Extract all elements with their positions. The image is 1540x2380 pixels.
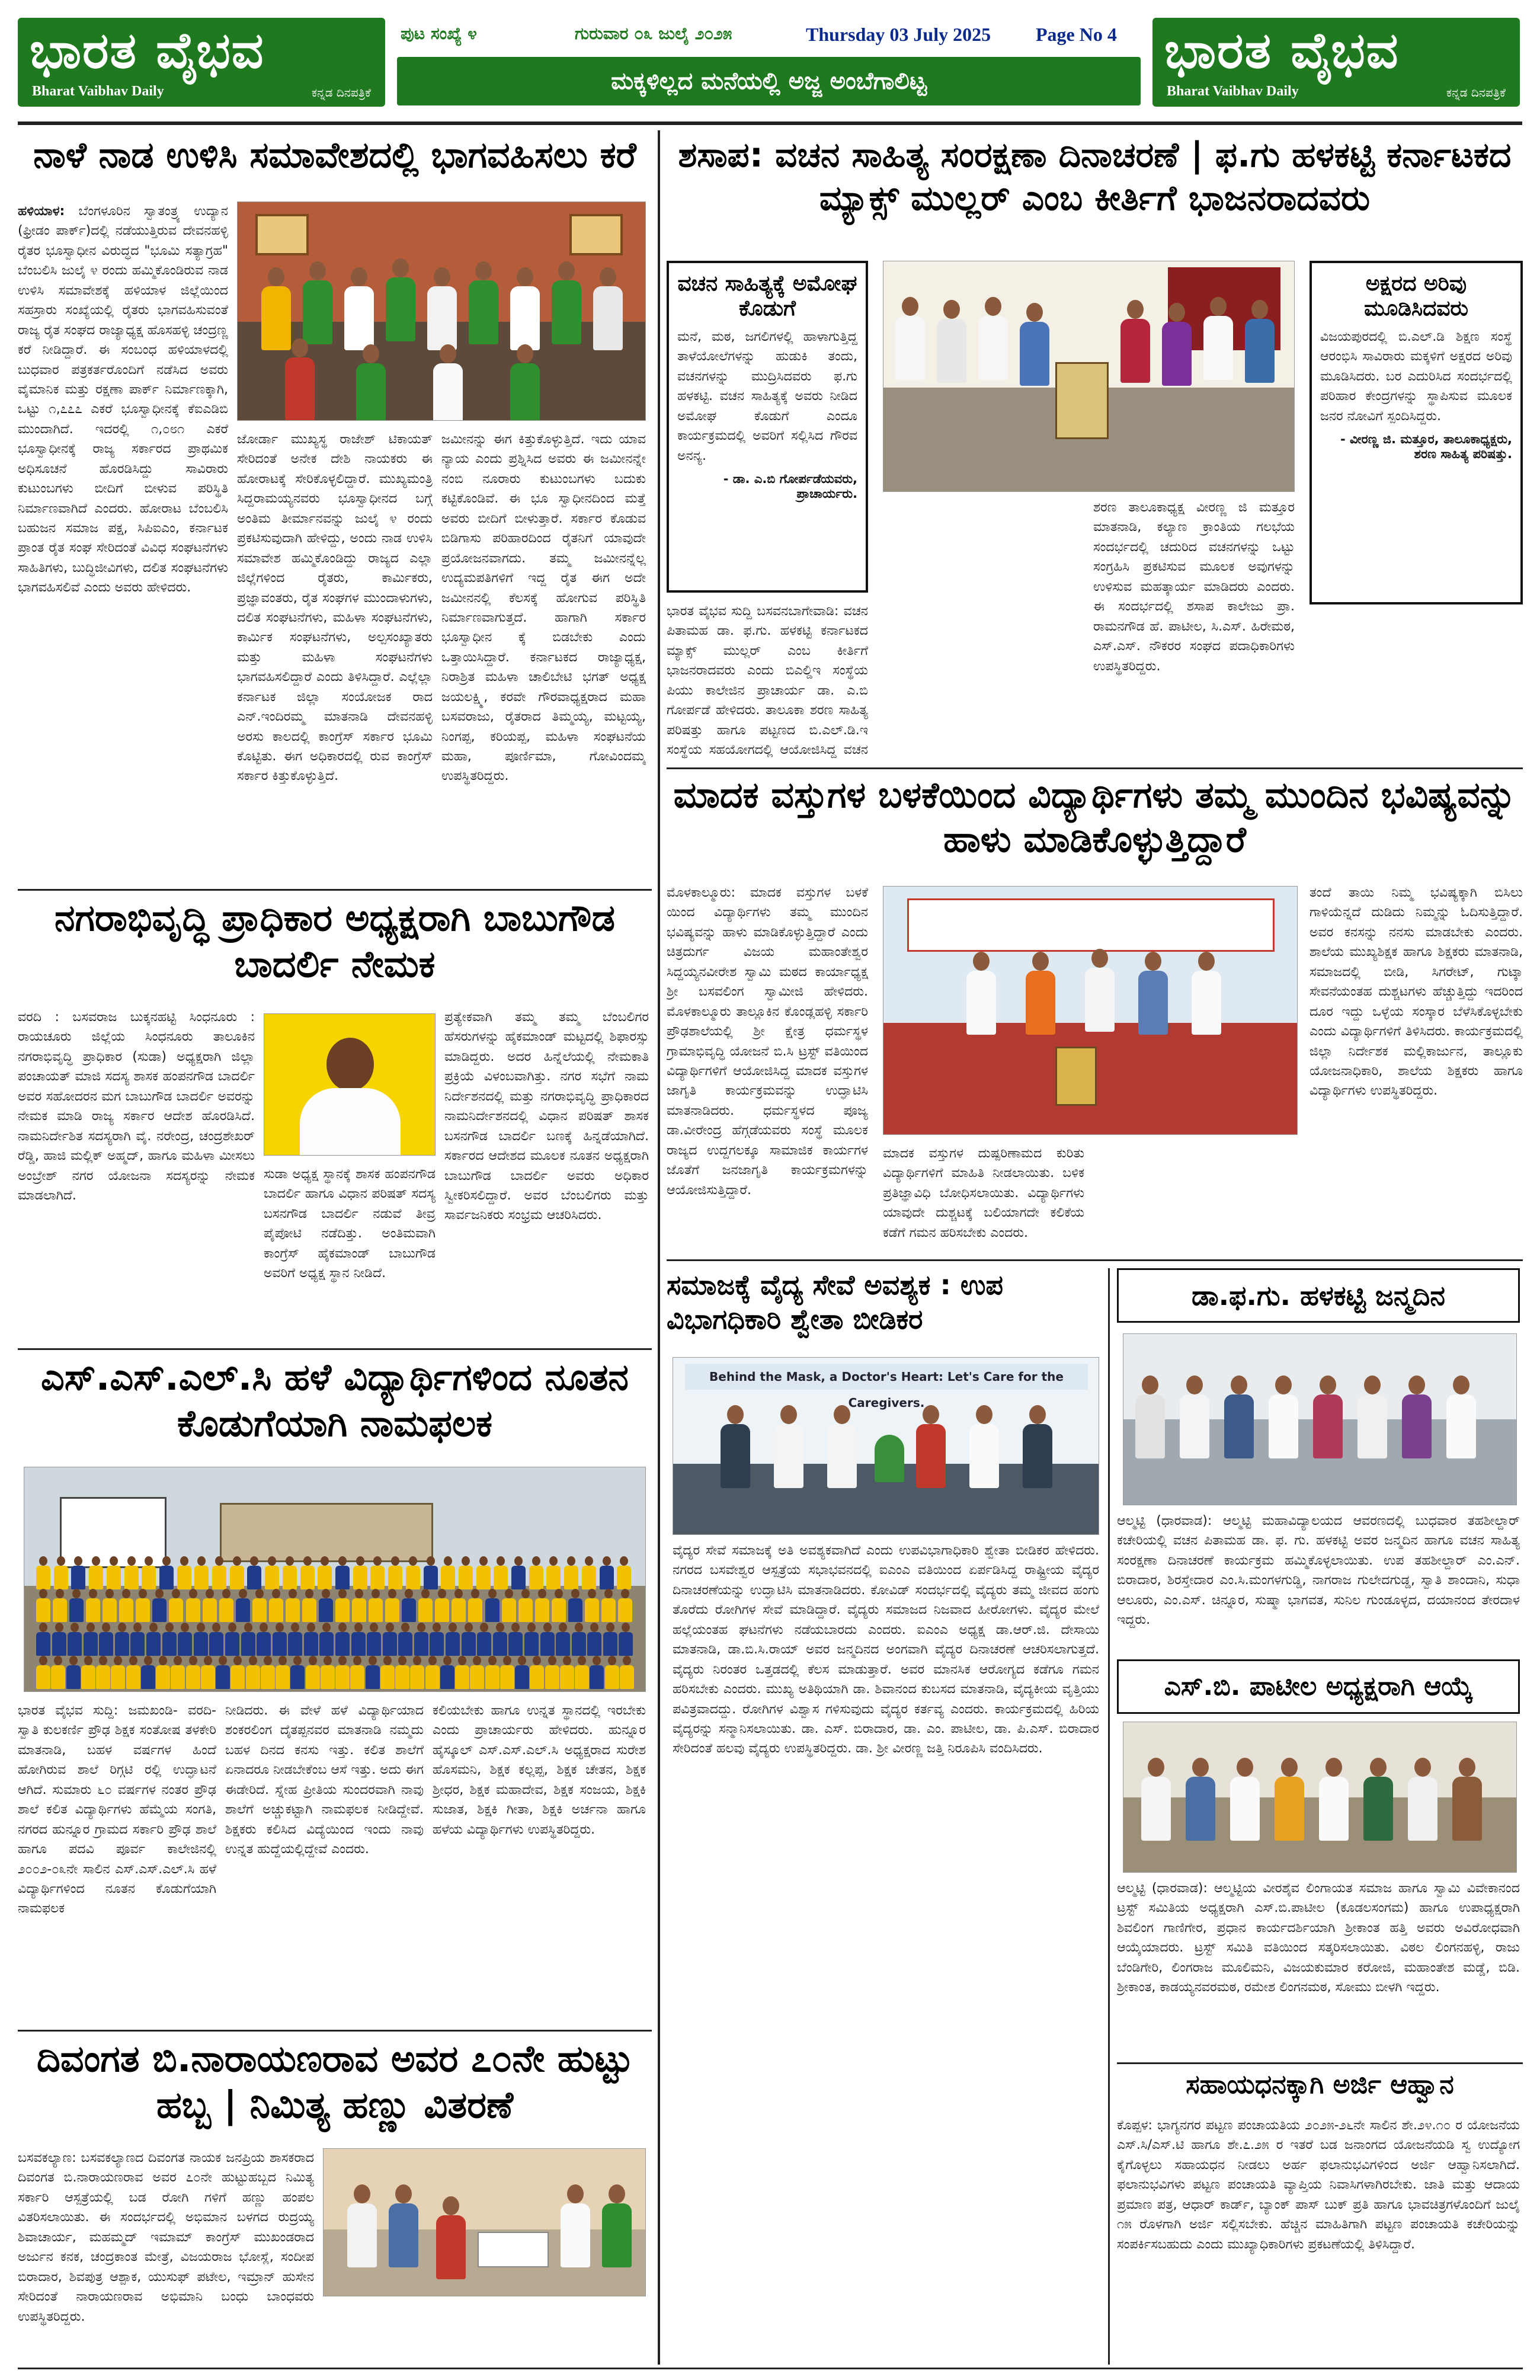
student-figure	[162, 1623, 177, 1656]
headline-narayanarao: ದಿವಂಗತ ಬಿ.ನಾರಾಯಣರಾವ ಅವರ ೭೦ನೇ ಹುಟ್ಟು ಹಬ್ಬ | ನಿಮಿತ್ಯ ಹಣ್ಣು ವಿತರಣೆ	[36, 2037, 633, 2126]
logo-tagline: ಕನ್ನಡ ದಿನಪತ್ರಿಕೆ	[311, 85, 371, 100]
student-figure	[605, 1656, 619, 1689]
article-sslc-col2: ನೀಡಿದರು. ಈ ವೇಳೆ ಹಳೆ ವಿದ್ಯಾರ್ಥಿಯಾದ ಶಂಕರಲಿಂಗ ದೈತಪ್ಪನವರ ಮಾತನಾಡಿ ನಮ್ಮದು ಬಹಳ ದಿನದ ಕನಸು ಇತ್ತು. ಕಲಿತ ಶಾಲೆಗೆ ಏನಾದರೂ ನೀಡಬೇಕೆಂಬ ಆಸೆ ಇತ್ತು. ಅದು ಈಗ ಈಡೇರಿದೆ. ಸ್ನೇಹ ಪ್ರೀತಿಯ ಸುಂದರವಾಗಿ ನಾವು ಶಾಲೆಗೆ ಅಚ್ಚುಕಟ್ಟಾಗಿ ನಾಮಫಲಕ ನೀಡಿದ್ದೇವೆ. ಶಿಕ್ಷಕರು ಕಲಿಸಿದ ವಿದ್ಯೆಯಿಂದ ಇಂದು ನಾವು ಉನ್ನತ ಹುದ್ದೆಯಲ್ಲಿದ್ದೇವೆ ಎಂದರು.	[225, 1703, 424, 1857]
student-figure	[111, 1656, 125, 1689]
student-figure	[470, 1656, 484, 1689]
student-figure	[370, 1556, 385, 1589]
student-figure	[462, 1623, 476, 1656]
headline-box-patil	[1117, 1659, 1520, 1714]
page-number-english: Page No 4	[1036, 24, 1117, 45]
page-bottom-rule	[18, 2368, 1523, 2369]
student-figure	[66, 1656, 81, 1689]
student-figure	[511, 1556, 526, 1589]
student-figure	[286, 1589, 300, 1622]
article-vachana-text1: ಭಾರತ ವೈಭವ ಸುದ್ದಿ ಬಸವನಬಾಗೇವಾಡಿ: ವಚನ ಪಿತಾಮಹ ಡಾ. ಫ.ಗು. ಹಳಕಟ್ಟಿ ಕರ್ನಾಟಕದ ಮ್ಯಾಕ್ಸ್ ಮುಲ್ಲರ್ ಎಂಬ ಕೀರ್ತಿಗೆ ಭಾಜನರಾದವರು ಎಂದು ಬಿಎಲ್ಡಿಇ ಸಂಸ್ಥೆಯ ಪಿಯು ಕಾಲೇಜಿನ ಪ್ರಾಚಾರ್ಯ ಡಾ. ಎ.ಬಿ ಗೋರ್ಪಡೆ ಹೇಳಿದರು. ತಾಲೂಕಾ ಶರಣ ಸಾಹಿತ್ಯ ಪರಿಷತ್ತು ಹಾಗೂ ಪಟ್ಟಣದ ಬಿ.ಎಲ್.ಡಿ.ಇ ಸಂಸ್ಥೆಯ ಸಹಯೋಗದಲ್ಲಿ ಆಯೋಜಿಸಿದ್ದ ವಚನ	[667, 604, 868, 758]
student-figure	[54, 1556, 68, 1589]
masthead	[0, 0, 1540, 124]
student-figure	[225, 1623, 239, 1656]
page-number-kannada: ಪುಟ ಸಂಖ್ಯೆ ೪	[401, 24, 477, 43]
student-figure	[321, 1656, 335, 1689]
student-figure	[53, 1589, 67, 1622]
student-figure	[552, 1589, 566, 1622]
student-figure	[257, 1623, 271, 1656]
article-sslc-col1: ಭಾರತ ವೈಭವ ಸುದ್ದಿ: ಜಮಖಂಡಿ- ವರದಿ- ಸ್ವಾತಿ ಕುಲಕರ್ಣಿ ಪ್ರೌಢ ಶಿಕ್ಷಕ ಸಂತೋಷ ತಳಕೇರಿ ಮಾತನಾಡಿ, ಬಹಳ ವರ್ಷಗಳ ಹಿಂದೆ ಹೋಗಿರುವ ಶಾಲೆ ರಿಗ್ಗಟಿ ರಲ್ಲಿ ಉದ್ಘಾಟನೆ ಆಗಿದೆ. ಸುಮಾರು ೬೦ ವರ್ಷಗಳ ನಂತರ ಪ್ರೌಢ ಶಾಲೆ ಕಲಿತ ವಿದ್ಯಾರ್ಥಿಗಳು ಹೆಮ್ಮೆಯ ಸಂಗತಿ, ನಗರದ ಹುನ್ನೂರ ಗ್ರಾಮದ ಸರ್ಕಾರಿ ಪ್ರೌಢ ಶಾಲೆ ಹಾಗೂ ಪದವಿ ಪೂರ್ವ ಕಾಲೇಜಿನಲ್ಲಿ ೨೦೦೨-೦೩ನೇ ಸಾಲಿನ ಎಸ್.ಎಸ್.ಎಲ್.ಸಿ ಹಳೆ ವಿದ್ಯಾರ್ಥಿಗಳಿಂದ ನೂತನ ಕೊಡುಗೆಯಾಗಿ ನಾಮಫಲಕ	[18, 1703, 216, 1917]
student-figure	[51, 1656, 65, 1689]
student-figure	[459, 1556, 473, 1589]
article-drugs-col3-cont	[1093, 1144, 1298, 1250]
student-figure	[115, 1623, 129, 1656]
student-figure	[601, 1589, 616, 1622]
section-divider	[667, 767, 1523, 769]
section-divider	[1117, 2062, 1523, 2064]
dateline	[397, 20, 1141, 50]
student-figure	[493, 1623, 507, 1656]
photo-vachana-event	[883, 261, 1295, 492]
student-figure	[335, 1656, 350, 1689]
student-figure	[418, 1589, 433, 1622]
student-figure	[369, 1589, 383, 1622]
student-figure	[540, 1623, 555, 1656]
dateline-farmers: ಹಳಿಯಾಳ:	[18, 204, 65, 219]
article-grant-text: ಕೊಪ್ಪಳ: ಭಾಗ್ಯನಗರ ಪಟ್ಟಣ ಪಂಚಾಯತಿಯ ೨೦೨೫-೨೬ನೇ ಸಾಲಿನ ಶೇ.೨೪.೧೦ ರ ಯೋಜನೆಯ ಎಸ್.ಸಿ/ಎಸ್.ಟಿ ಹಾಗೂ ಶೇ.೭.೨೫ ರ ಇತರೆ ಬಡ ಜನಾಂಗದ ಯೋಜನೆಯಡಿ ಸ್ವ ಉದ್ಯೋಗ ಕೈಗೊಳ್ಳಲು ಸಹಾಯಧನ ನೀಡಲು ಅರ್ಹ ಫಲಾನುಭವಿಗಳಿಂದ ಅರ್ಜಿ ಆಹ್ವಾನಿಸಲಾಗಿದೆ. ಫಲಾನುಭವಿಗಳು ಪಟ್ಟಣ ಪಂಚಾಯತಿ ವ್ಯಾಪ್ತಿಯ ನಿವಾಸಿಗಳಾಗಿರಬೇಕು. ಜಾತಿ ಮತ್ತು ಆದಾಯ ಪ್ರಮಾಣ ಪತ್ರ, ಆಧಾರ್ ಕಾರ್ಡ್, ಬ್ಯಾಂಕ್ ಪಾಸ್ ಬುಕ್ ಪ್ರತಿ ಹಾಗೂ ಭಾವಚಿತ್ರಗಳೊಂದಿಗೆ ಜುಲೈ ೧೫ ರೊಳಗಾಗಿ ಅರ್ಜಿ ಸಲ್ಲಿಸಬೇಕು. ಹೆಚ್ಚಿನ ಮಾಹಿತಿಗಾಗಿ ಪಟ್ಟಣ ಪಂಚಾಯತಿ ಕಚೇರಿಯನ್ನು ಸಂಪರ್ಕಿಸಬಹುದು ಎಂದು ಮುಖ್ಯಾಧಿಕಾರಿಗಳು ಪ್ರಕಟಣೆಯಲ್ಲಿ ತಿಳಿಸಿದ್ದಾರೆ.	[1117, 2118, 1520, 2252]
headline-farmers: ನಾಳೆ ನಾಡ ಉಳಿಸಿ ಸಮಾವೇಶದಲ್ಲಿ ಭಾಗವಹಿಸಲು ಕರೆ	[33, 135, 636, 176]
student-figure	[36, 1556, 50, 1589]
photo-halakatti-birthday	[1123, 1333, 1517, 1505]
quote-box-text: ವಿಜಯಪುರದಲ್ಲಿ ಬಿ.ಎಲ್.ಡಿ ಶಿಕ್ಷಣ ಸಂಸ್ಥೆ ಆರಂಭಿಸಿ ಸಾವಿರಾರು ಮಕ್ಕಳಿಗೆ ಅಕ್ಷರದ ಅರಿವು ಮೂಡಿಸಿದರು. ಬರ ಎದುರಿಸಿದ ಸಂದರ್ಭದಲ್ಲಿ ಪರಿಹಾರ ಕೇಂದ್ರಗಳನ್ನು ಸ್ಥಾಪಿಸುವ ಮೂಲಕ ಜನರ ನೋವಿಗೆ ಸ್ಪಂದಿಸಿದ್ದರು.	[1320, 330, 1512, 424]
student-figure	[620, 1656, 634, 1689]
student-figure	[126, 1656, 140, 1689]
student-figure	[212, 1556, 226, 1589]
photo-narayanarao-fruit-distribution	[323, 2148, 646, 2296]
masthead-slogan: ಮಕ್ಕಳಿಲ್ಲದ ಮನೆಯಲ್ಲಿ ಅಜ್ಜ ಅಂಬೆಗಾಲಿಟ್ಟ	[397, 57, 1141, 105]
student-figure	[440, 1656, 454, 1689]
student-figure	[130, 1623, 145, 1656]
logo-title: ಭಾರತ ವೈಭವ	[30, 21, 265, 79]
student-figure	[515, 1656, 529, 1689]
student-figure	[86, 1589, 100, 1622]
student-figure	[177, 1556, 191, 1589]
student-figure	[119, 1589, 133, 1622]
headline-vachana: ಶಸಾಪ: ವಚನ ಸಾಹಿತ್ಯ ಸಂರಕ್ಷಣಾ ದಿನಾಚರಣೆ | ಫ.ಗು ಹಳಕಟ್ಟಿ ಕರ್ನಾಟಕದ ಮ್ಯಾಕ್ಸ್ ಮುಲ್ಲರ್ ಎಂಬ ಕೀರ್ತಿಗೆ ಭಾಜನರಾದವರು	[678, 135, 1512, 218]
section-divider	[18, 2030, 652, 2032]
student-figure	[319, 1623, 334, 1656]
student-figure	[36, 1623, 50, 1656]
student-figure	[383, 1623, 397, 1656]
student-figure	[353, 1556, 367, 1589]
student-figure	[441, 1556, 455, 1589]
photo-babugouda-portrait	[264, 1013, 436, 1156]
quote-box-title: ವಚನ ಸಾಹಿತ್ಯಕ್ಕೆ ಅಮೋಘ ಕೊಡುಗೆ	[677, 271, 857, 321]
article-doctor-text: ವೈದ್ಯರ ಸೇವೆ ಸಮಾಜಕ್ಕೆ ಅತಿ ಅವಶ್ಯಕವಾಗಿದೆ ಎಂದು ಉಪವಿಭಾಗಾಧಿಕಾರಿ ಶ್ವೇತಾ ಬೀಡಿಕರ ಹೇಳಿದರು. ನಗರದ ಬಸವೇಶ್ವರ ಆಸ್ಪತ್ರೆಯ ಸಭಾಭವನದಲ್ಲಿ ಐಎಂಎ ವತಿಯಿಂದ ಏರ್ಪಡಿಸಿದ್ದ ರಾಷ್ಟ್ರೀಯ ವೈದ್ಯರ ದಿನಾಚರಣೆಯನ್ನು ಉದ್ಘಾಟಿಸಿ ಮಾತನಾಡಿದರು. ಕೋವಿಡ್ ಸಂದರ್ಭದಲ್ಲಿ ವೈದ್ಯರು ತಮ್ಮ ಜೀವದ ಹಂಗು ತೊರೆದು ರೋಗಿಗಳ ಸೇವೆ ಮಾಡಿದ್ದಾರೆ. ವೈದ್ಯರು ಸಮಾಜದ ನಿಜವಾದ ಹೀರೋಗಳು. ವೈದ್ಯರ ಮೇಲೆ ಹಲ್ಲೆಯಂತಹ ಘಟನೆಗಳು ನಡೆಯಬಾರದು ಎಂದರು. ಐಎಂಎ ಅಧ್ಯಕ್ಷ ಡಾ.ಆರ್.ಜಿ. ದೇಸಾಯಿ ಮಾತನಾಡಿ, ಡಾ.ಬಿ.ಸಿ.ರಾಯ್ ಅವರ ಜನ್ಮದಿನದ ಅಂಗವಾಗಿ ವೈದ್ಯರ ದಿನಾಚರಣೆ ಆಚರಿಸಲಾಗುತ್ತದೆ. ವೈದ್ಯರು ನಿರಂತರ ಒತ್ತಡದಲ್ಲಿ ಕೆಲಸ ಮಾಡುತ್ತಾರೆ. ಅವರ ಮಾನಸಿಕ ಆರೋಗ್ಯದ ಕಡೆಗೂ ಗಮನ ಹರಿಸಬೇಕು ಎಂದರು. ಮುಖ್ಯ ಅತಿಥಿಯಾಗಿ ಡಾ. ಶಿವಾನಂದ ಕುಬಸದ ಮಾತನಾಡಿ, ವೈದ್ಯಕೀಯ ವೃತ್ತಿಯು ಪವಿತ್ರವಾದದ್ದು. ರೋಗಿಗಳ ವಿಶ್ವಾಸ ಗಳಿಸುವುದು ವೈದ್ಯರ ಕರ್ತವ್ಯ ಎಂದರು. ಕಾರ್ಯಕ್ರಮದಲ್ಲಿ ಹಿರಿಯ ವೈದ್ಯರನ್ನು ಸನ್ಮಾನಿಸಲಾಯಿತು. ಡಾ. ಎಸ್. ಬಿರಾದಾರ, ಡಾ. ಎಂ. ಪಾಟೀಲ, ಡಾ. ಪಿ.ಎಸ್. ಬಿರಾದಾರ ಸೇರಿದಂತೆ ಹಲವು ವೈದ್ಯರು ಉಪಸ್ಥಿತರಿದ್ದರು. ಡಾ. ಶ್ರೀ ವೀರಣ್ಣ ಜತ್ತಿ ನಿರೂಪಿಸಿ ವಂದಿಸಿದರು.	[673, 1543, 1099, 1757]
student-figure	[603, 1623, 617, 1656]
photo-drugs-awareness-event	[883, 886, 1298, 1135]
student-figure	[430, 1623, 444, 1656]
student-figure	[288, 1623, 302, 1656]
headline-babugouda: ನಗರಾಭಿವೃದ್ಧಿ ಪ್ರಾಧಿಕಾರ ಅಧ್ಯಕ್ಷರಾಗಿ ಬಾಬುಗೌಡ ಬಾದರ್ಲಿ ನೇಮಕ	[55, 896, 615, 986]
student-figure	[246, 1656, 260, 1689]
photo-farmers-meeting	[237, 201, 646, 421]
photo-doctors-day	[673, 1357, 1099, 1535]
student-figure	[350, 1656, 364, 1689]
headline-grant: ಸಹಾಯಧನಕ್ಕಾಗಿ ಅರ್ಜಿ ಆಹ್ವಾನ	[1186, 2069, 1454, 2100]
student-figure	[518, 1589, 533, 1622]
student-figure	[96, 1656, 110, 1689]
student-figure	[619, 1623, 633, 1656]
student-figure	[572, 1623, 586, 1656]
student-figure	[142, 1556, 156, 1589]
student-figure	[178, 1623, 192, 1656]
logo-english: Bharat Vaibhav Daily	[1167, 84, 1299, 99]
student-figure	[618, 1589, 632, 1622]
student-figure	[107, 1556, 121, 1589]
student-figure	[351, 1623, 366, 1656]
student-figure	[587, 1623, 601, 1656]
article-babugouda-col1: ವರದಿ : ಬಸವರಾಜ ಬುಕ್ಕನಹಟ್ಟಿ ಸಿಂಧನೂರು : ರಾಯಚೂರು ಜಿಲ್ಲೆಯ ಸಿಂಧನೂರು ತಾಲೂಕಿನ ನಗರಾಭಿವೃದ್ಧಿ ಪ್ರಾಧಿಕಾರ (ಸುಡಾ) ಅಧ್ಯಕ್ಷರಾಗಿ ಜಿಲ್ಲಾ ಪಂಚಾಯತ್ ಮಾಜಿ ಸದಸ್ಯ ಶಾಸಕ ಹಂಪನಗೌಡ ಬಾದರ್ಲಿ ಅವರ ಸಹೋದರನ ಮಗ ಬಾಬುಗೌಡ ಬಾದರ್ಲಿ ಅವರನ್ನು ನೇಮಕ ಮಾಡಿ ರಾಜ್ಯ ಸರ್ಕಾರ ಆದೇಶ ಹೊರಡಿಸಿದೆ. ನಾಮನಿರ್ದೇಶಿತ ಸದಸ್ಯರಾಗಿ ವೈ. ನರೇಂದ್ರ, ಚಂದ್ರಶೇಖರ್ ರೆಡ್ಡಿ, ಹಾಜಿ ಮಲ್ಲಿಕ್ ಅಹ್ಮದ್, ಹಾಗೂ ಮಹಿಳಾ ಮೀಸಲು ಅಂಬ್ರೇಶ್ ನಗರ ಯೋಜನಾ ಸದಸ್ಯರನ್ನು ನೇಮಕ ಮಾಡಲಾಗಿದೆ.	[18, 1010, 255, 1203]
article-vachana-text2: ಶರಣ ತಾಲೂಕಾಧ್ಯಕ್ಷ ವೀರಣ್ಣ ಜಿ ಮತ್ತೂರ ಮಾತನಾಡಿ, ಕಲ್ಯಾಣ ಕ್ರಾಂತಿಯ ಗಲಭೆಯ ಸಂದರ್ಭದಲ್ಲಿ ಚದುರಿದ ವಚನಗಳನ್ನು ಒಟ್ಟು ಸಂಗ್ರಹಿಸಿ ಪ್ರಕಟಿಸುವ ಮೂಲಕ ಅವುಗಳನ್ನು ಉಳಿಸುವ ಮಹತ್ಕಾರ್ಯ ಮಾಡಿದರು ಎಂದರು. ಈ ಸಂದರ್ಭದಲ್ಲಿ ಶಸಾಪ ಕಾಲೇಜು ಪ್ರಾ. ರಾಮನಗೌಡ ಹೆ. ಪಾಟೀಲ, ಸಿ.ಎಸ್. ಹಿರೇಮಠ, ಎಸ್.ಎಸ್. ನೌಕರರ ಸಂಘದ ಪದಾಧಿಕಾರಿಗಳು ಉಪಸ್ಥಿತರಿದ್ದರು.	[1093, 500, 1295, 674]
article-patil-text: ಆಲ್ಮಟ್ಟಿ (ಧಾರವಾಡ): ಆಲ್ಮಟ್ಟಿಯ ವೀರಶೈವ ಲಿಂಗಾಯತ ಸಮಾಜ ಹಾಗೂ ಸ್ವಾಮಿ ವಿವೇಕಾನಂದ ಟ್ರಸ್ಟ್ ಸಮಿತಿಯ ಅಧ್ಯಕ್ಷರಾಗಿ ಎಸ್.ಬಿ.ಪಾಟೀಲ (ಕೂಡಲಸಂಗಮ) ಹಾಗೂ ಉಪಾಧ್ಯಕ್ಷರಾಗಿ ಶಿವಲಿಂಗ ಗಾಣಿಗೇರ, ಪ್ರಧಾನ ಕಾರ್ಯದರ್ಶಿಯಾಗಿ ಶ್ರೀಕಾಂತ ಹತ್ತಿ ಅವರು ಅವಿರೋಧವಾಗಿ ಆಯ್ಕೆಯಾದರು. ಟ್ರಸ್ಟ್ ಸಮಿತಿ ವತಿಯಿಂದ ಸತ್ಕರಿಸಲಾಯಿತು. ವಿಠಲ ಲಿಂಗನಹಳ್ಳಿ, ರಾಜು ಬೆಂಡಿಗೇರಿ, ಲಿಂಗರಾಜ ಮೂಲಿಮನಿ, ವಿಜಯಕುಮಾರ ಕರೋಜಿ, ಮಹಾಂತೇಶ ಮಡ್ಡೆ, ಬಿಡಿ. ಶ್ರೀಕಾಂತ, ಕಾಡಯ್ಯನವರಮಠ, ರಮೇಶ ಲಿಂಗನಮಠ, ಸೋಮು ಬೀಳಗಿ ಇದ್ದರು.	[1117, 1881, 1520, 1995]
student-figure	[468, 1589, 482, 1622]
headline-sslc: ಎಸ್.ಎಸ್.ಎಲ್.ಸಿ ಹಳೆ ವಿದ್ಯಾರ್ಥಿಗಳಿಂದ ನೂತನ ಕೊಡುಗೆಯಾಗಿ ನಾಮಫಲಕ	[40, 1355, 629, 1445]
student-figure	[410, 1656, 424, 1689]
article-vachana-text2-cont	[1310, 610, 1523, 759]
student-figure	[169, 1589, 183, 1622]
article-farmers-col1	[18, 201, 228, 880]
student-figure	[283, 1556, 297, 1589]
logo-tagline: ಕನ್ನಡ ದಿನಪತ್ರಿಕೆ	[1446, 85, 1506, 100]
student-figure	[335, 1589, 350, 1622]
headline-patil: ಎಸ್.ಬಿ. ಪಾಟೀಲ ಅಧ್ಯಕ್ಷರಾಗಿ ಆಯ್ಕೆ	[1164, 1671, 1473, 1701]
article-narayanarao-text: ಬಸವಕಲ್ಯಾಣ: ಬಸವಕಲ್ಯಾಣದ ದಿವಂಗತ ನಾಯಕ ಜನಪ್ರಿಯ ಶಾಸಕರಾದ ದಿವಂಗತ ಬಿ.ನಾರಾಯಣರಾವ ಅವರ ೭೦ನೇ ಹುಟ್ಟುಹಬ್ಬದ ನಿಮಿತ್ಯ ಸರ್ಕಾರಿ ಆಸ್ಪತ್ರೆಯಲ್ಲಿ ಬಡ ರೋಗಿ ಗಳಿಗೆ ಹಣ್ಣು ಹಂಪಲ ವಿತರಿಸಲಾಯಿತು. ಈ ಸಂದರ್ಭದಲ್ಲಿ ಅಭಿಮಾನ ಬಳಗದ ರುದ್ರಯ್ಯ ಶಿವಾಚಾರ್ಯ, ಮಹಮ್ಮದ್ ಇಮಾಮ್ ಕಾಂಗ್ರೆಸ್ ಮುಖಂಡರಾದ ಅರ್ಜುನ ಕನಕ, ಚಂದ್ರಕಾಂತ ಮೇತ್ರೆ, ವಿಜಯರಾಜ ಭೋಸ್ಲೆ, ಸಂದೀಪ ಬಿರಾದಾರ, ಶಿವಪುತ್ರ ಆಶ್ಪಾಕ, ಯುಸುಫ್ ಪಟೇಲ, ಇಮ್ರಾನ್ ಹುಸೇನ ಸೇರಿದಂತೆ ನಾರಾಯಣರಾವ ಅಭಿಮಾನಿ ಬಂಧು ಬಾಂಧವರು ಉಪಸ್ಥಿತರಿದ್ದರು.	[18, 2151, 314, 2324]
student-figure	[402, 1589, 416, 1622]
date-english: Thursday 03 July 2025	[806, 24, 991, 45]
student-figure	[335, 1556, 350, 1589]
student-figure	[241, 1623, 255, 1656]
student-figure	[146, 1623, 161, 1656]
student-figure	[69, 1589, 84, 1622]
student-figure	[530, 1656, 544, 1689]
student-figure	[425, 1656, 440, 1689]
student-figure	[508, 1623, 523, 1656]
student-figure	[529, 1556, 543, 1589]
event-banner: Behind the Mask, a Doctor's Heart: Let's Care for the Caregivers.	[685, 1364, 1088, 1390]
student-figure	[99, 1623, 113, 1656]
column-divider	[1108, 1268, 1110, 2365]
student-figure	[194, 1556, 209, 1589]
headline-box-halakatti	[1117, 1268, 1520, 1323]
headline-doctor: ಸಮಾಜಕ್ಕೆ ವೈದ್ಯ ಸೇವೆ ಅವಶ್ಯಕ : ಉಪ ವಿಭಾಗಧಿಕಾರಿ ಶ್ವೇತಾ ಬೀಡಿಕರ	[667, 1269, 1003, 1335]
student-figure	[446, 1623, 460, 1656]
student-figure	[385, 1589, 399, 1622]
article-babugouda-col2: ಸುಡಾ ಅಧ್ಯಕ್ಷ ಸ್ಥಾನಕ್ಕೆ ಶಾಸಕ ಹಂಪನಗೌಡ ಬಾದರ್ಲಿ ಹಾಗೂ ವಿಧಾನ ಪರಿಷತ್ ಸದಸ್ಯ ಬಸನಗೌಡ ಬಾದರ್ಲಿ ನಡುವೆ ತೀವ್ರ ಪೈಪೋಟಿ ನಡೆದಿತ್ತು. ಅಂತಿಮವಾಗಿ ಕಾಂಗ್ರೆಸ್ ಹೈಕಮಾಂಡ್ ಬಾಬುಗೌಡ ಅವರಿಗೆ ಅಧ್ಯಕ್ಷ ಸ್ಥಾನ ನೀಡಿದೆ.	[264, 1167, 436, 1281]
student-figure	[380, 1656, 395, 1689]
student-figure	[318, 1556, 332, 1589]
student-figure	[388, 1556, 402, 1589]
student-figure	[494, 1556, 508, 1589]
student-figure	[560, 1656, 574, 1689]
student-figure	[247, 1556, 261, 1589]
quote-box-title: ಅಕ್ಷರದ ಅರಿವು ಮೂಡಿಸಿದವರು	[1364, 271, 1468, 321]
student-figure	[452, 1589, 466, 1622]
student-figure	[159, 1556, 174, 1589]
student-figure	[103, 1589, 117, 1622]
student-figure	[590, 1656, 604, 1689]
student-figure	[617, 1556, 631, 1589]
student-figure	[71, 1556, 85, 1589]
student-figure	[276, 1656, 290, 1689]
article-drugs-col3: ಮಾದಕ ವಸ್ತುಗಳ ದುಷ್ಪರಿಣಾಮದ ಕುರಿತು ವಿದ್ಯಾರ್ಥಿಗಳಿಗೆ ಮಾಹಿತಿ ನೀಡಲಾಯಿತು. ಬಳಿಕ ಪ್ರತಿಜ್ಞಾವಿಧಿ ಬೋಧಿಸಲಾಯಿತು. ವಿದ್ಯಾರ್ಥಿಗಳು ಯಾವುದೇ ದುಶ್ಚಟಕ್ಕೆ ಬಲಿಯಾಗದೇ ಕಲಿಕೆಯ ಕಡೆಗೆ ಗಮನ ಹರಿಸಬೇಕು ಎಂದರು.	[883, 1146, 1084, 1240]
student-figure	[304, 1623, 318, 1656]
student-figure	[585, 1589, 599, 1622]
student-figure	[435, 1589, 449, 1622]
student-figure	[52, 1623, 66, 1656]
student-figure	[209, 1623, 223, 1656]
section-divider	[18, 889, 652, 891]
student-figure	[186, 1656, 200, 1689]
student-figure	[352, 1589, 366, 1622]
student-figure	[335, 1623, 350, 1656]
student-figure	[230, 1656, 245, 1689]
student-figure	[524, 1623, 539, 1656]
student-figure	[89, 1556, 103, 1589]
student-figure	[556, 1623, 570, 1656]
student-figure	[186, 1589, 200, 1622]
student-figure	[545, 1656, 559, 1689]
student-figure	[216, 1656, 230, 1689]
student-figure	[319, 1589, 333, 1622]
student-figure	[500, 1656, 514, 1689]
student-figure	[367, 1623, 381, 1656]
article-babugouda-col3: ಪ್ರತ್ಯೇಕವಾಗಿ ತಮ್ಮ ತಮ್ಮ ಬೆಂಬಲಿಗರ ಹೆಸರುಗಳನ್ನು ಹೈಕಮಾಂಡ್ ಮಟ್ಟದಲ್ಲಿ ಶಿಫಾರಸ್ಸು ಮಾಡಿದ್ದರು. ಅದರ ಹಿನ್ನೆಲೆಯಲ್ಲಿ ನೇಮಕಾತಿ ಪ್ರಕ್ರಿಯೆ ವಿಳಂಬವಾಗಿತ್ತು. ನಗರ ಸಭೆಗೆ ನಾಮ ನಿರ್ದೇಶನದಲ್ಲಿ ಮತ್ತು ನಗರಾಭಿವೃದ್ಧಿ ಪ್ರಾಧಿಕಾರದ ನಾಮನಿರ್ದೇಶನದಲ್ಲಿ ವಿಧಾನ ಪರಿಷತ್ ಶಾಸಕ ಬಸನಗೌಡ ಬಾದರ್ಲಿ ಬಣಕ್ಕೆ ಹಿನ್ನಡೆಯಾಗಿದೆ. ಸರ್ಕಾರದ ಆದೇಶದ ಮೂಲಕ ನೂತನ ಅಧ್ಯಕ್ಷರಾಗಿ ಬಾಬುಗೌಡ ಬಾದರ್ಲಿ ಅವರು ಅಧಿಕಾರ ಸ್ವೀಕರಿಸಲಿದ್ದಾರೆ. ಅವರ ಬೆಂಬಲಿಗರು ಮತ್ತು ಸಾರ್ವಜನಿಕರು ಸಂಭ್ರಮ ಆಚರಿಸಿದರು.	[444, 1010, 649, 1223]
student-figure	[600, 1556, 614, 1589]
student-figure	[406, 1556, 420, 1589]
quote-box-author: - ವೀರಣ್ಣ ಜಿ. ಮತ್ತೂರ, ತಾಲೂಕಾಧ್ಯಕ್ಷರು, ಶರಣ ಸಾಹಿತ್ಯ ಪರಿಷತ್ತು.	[1340, 432, 1512, 462]
student-figure	[424, 1556, 438, 1589]
masthead-divider	[18, 121, 1522, 125]
article-drugs-col1: ಮೊಳಕಾಲ್ಮೂರು: ಮಾದಕ ವಸ್ತುಗಳ ಬಳಕೆ ಯಿಂದ ವಿದ್ಯಾರ್ಥಿಗಳು ತಮ್ಮ ಮುಂದಿನ ಭವಿಷ್ಯವನ್ನು ಹಾಳು ಮಾಡಿಕೊಳ್ಳುತ್ತಿದ್ದಾರೆ ಎಂದು ಚಿತ್ರದುರ್ಗ ವಿಜಯ ಮಹಾಂತೇಶ್ವರ ಸಿದ್ದಯ್ಯನವೀರೇಶ ಸ್ವಾಮಿ ಮಠದ ಕಾರ್ಯಾಧ್ಯಕ್ಷ ಶ್ರೀ ಬಸವಲಿಂಗ ಸ್ವಾಮೀಜಿ ಹೇಳಿದರು. ಮೊಳಕಾಲ್ಮೂರು ತಾಲ್ಲೂಕಿನ ಕೊಂಡ್ಲಹಳ್ಳಿ ಸರ್ಕಾರಿ ಪ್ರೌಢಶಾಲೆಯಲ್ಲಿ ಶ್ರೀ ಕ್ಷೇತ್ರ ಧರ್ಮಸ್ಥಳ ಗ್ರಾಮಾಭಿವೃದ್ಧಿ ಯೋಜನೆ ಬಿ.ಸಿ ಟ್ರಸ್ಟ್ ವತಿಯಿಂದ ವಿದ್ಯಾರ್ಥಿಗಳಿಗೆ ಆಯೋಜಿಸಿದ್ದ ಮಾದಕ ವಸ್ತುಗಳ ಜಾಗೃತಿ ಕಾರ್ಯಕ್ರಮವನ್ನು ಉದ್ಘಾಟಿಸಿ ಮಾತನಾಡಿದರು. ಧರ್ಮಸ್ಥಳದ ಪೂಜ್ಯ ಡಾ.ವೀರೇಂದ್ರ ಹೆಗ್ಗಡೆಯವರು ಸಂಸ್ಥೆ ಮೂಲಕ ರಾಜ್ಯದ ಉದ್ದಗಲಕ್ಕೂ ಸಾಮಾಜಿಕ ಕಾರ್ಯಗಳ ಜೊತೆಗೆ ಜನಜಾಗೃತಿ ಕಾರ್ಯಕ್ರಮಗಳನ್ನು ಆಯೋಜಿಸುತ್ತಿದ್ದಾರೆ.	[667, 885, 868, 1198]
student-figure	[171, 1656, 185, 1689]
quote-box-author: - ಡಾ. ಎ.ಬಿ ಗೋರ್ಪಡೆಯವರು, ಪ್ರಾಚಾರ್ಯರು.	[723, 472, 857, 501]
student-figure	[36, 1589, 50, 1622]
logo-title: ಭಾರತ ವೈಭವ	[1164, 21, 1400, 79]
article-farmers-col2: ಜೋರ್ಡಾ ಮುಖ್ಯಸ್ಥ ರಾಜೇಶ್ ಟಿಕಾಯತ್ ಸೇರಿದಂತೆ ಅನೇಕ ದೇಶಿ ನಾಯಕರು ಈ ಹೋರಾಟಕ್ಕೆ ಸೇರಿಕೊಳ್ಳಲಿದ್ದಾರೆ. ಮುಖ್ಯಮಂತ್ರಿ ಸಿದ್ದರಾಮಯ್ಯನವರು ಭೂಸ್ವಾಧೀನದ ಬಗ್ಗೆ ಅಂತಿಮ ತೀರ್ಮಾನವನ್ನು ಜುಲೈ ೪ ರಂದು ಪ್ರಕಟಿಸುವುದಾಗಿ ಹೇಳಿದ್ದು, ಅಂದು ನಾಡ ಉಳಿಸಿ ಸಮಾವೇಶ ಹಮ್ಮಿಕೊಂಡಿದ್ದು ರಾಜ್ಯದ ಎಲ್ಲಾ ಜಿಲ್ಲೆಗಳಿಂದ ರೈತರು, ಕಾರ್ಮಿಕರು, ಪ್ರಜ್ಞಾವಂತರು, ರೈತ ಸಂಘಗಳ ಮುಂದಾಳುಗಳು, ದಲಿತ ಸಂಘಟನೆಗಳು, ಮಹಿಳಾ ಸಂಘಟನೆಗಳು, ಕಾರ್ಮಿಕ ಸಂಘಟನೆಗಳು, ಅಲ್ಪಸಂಖ್ಯಾತರು ಮತ್ತು ಮಹಿಳಾ ಸಂಘಟನೆಗಳು ಭಾಗವಹಿಸಲಿದ್ದಾರೆ ಎಂದು ತಿಳಿಸಿದ್ದಾರೆ. ಎಲ್ಲೆಲ್ಲಾ ಕರ್ನಾಟಕ ಜಿಲ್ಲಾ ಸಂಯೋಜಕ ರಾದ ಎನ್.ಇಂದಿರಮ್ಮ ಮಾತನಾಡಿ ದೇವನಹಳ್ಳಿ ಅರಸು ಕಾಲದಲ್ಲಿ ಕಾಂಗ್ರೆಸ್ ಸರ್ಕಾರ ಭೂಮಿ ಕೊಟ್ಟಿತು. ಈಗ ಅಧಿಕಾರದಲ್ಲಿ ರುವ ಕಾಂಗ್ರೆಸ್ ಸರ್ಕಾರ ಕಿತ್ತುಕೊಳ್ಳುತ್ತಿದೆ.	[237, 432, 433, 784]
student-figure	[230, 1556, 244, 1589]
student-figure	[203, 1589, 217, 1622]
student-figure	[485, 1589, 500, 1622]
newspaper-logo-right	[1152, 18, 1520, 107]
student-figure	[477, 1623, 491, 1656]
article-vachana-text1-cont	[883, 498, 1084, 759]
student-figure	[306, 1656, 320, 1689]
article-narayanarao-text-cont	[323, 2302, 646, 2368]
headline-halakatti: ಡಾ.ಫ.ಗು. ಹಳಕಟ್ಟಿ ಜನ್ಮದಿನ	[1192, 1279, 1445, 1311]
student-figure	[252, 1589, 267, 1622]
student-figure	[156, 1656, 170, 1689]
student-figure	[568, 1589, 582, 1622]
student-figure	[269, 1589, 283, 1622]
student-figure	[302, 1589, 316, 1622]
student-figure	[194, 1623, 208, 1656]
student-figure	[136, 1589, 150, 1622]
student-figure	[236, 1589, 250, 1622]
student-figure	[455, 1656, 469, 1689]
student-figure	[152, 1589, 167, 1622]
student-figure	[265, 1556, 279, 1589]
student-figure	[124, 1556, 139, 1589]
logo-english: Bharat Vaibhav Daily	[32, 84, 164, 99]
quote-box-vachana-contribution	[667, 261, 868, 593]
student-figure	[582, 1556, 596, 1589]
article-halakatti-text: ಆಲ್ಮಟ್ಟಿ (ಧಾರವಾಡ): ಆಲ್ಮಟ್ಟಿ ಮಹಾವಿದ್ಯಾಲಯದ ಆವರಣದಲ್ಲಿ ಬುಧವಾರ ತಹಶೀಲ್ದಾರ್ ಕಚೇರಿಯಲ್ಲಿ ವಚನ ಪಿತಾಮಹ ಡಾ. ಫ. ಗು. ಹಳಕಟ್ಟಿ ಅವರ ಜನ್ಮದಿನ ಹಾಗೂ ವಚನ ಸಾಹಿತ್ಯ ಸಂರಕ್ಷಣಾ ದಿನಾಚರಣೆ ಕಾರ್ಯಕ್ರಮ ಹಮ್ಮಿಕೊಳ್ಳಲಾಯಿತು. ಉಪ ತಹಶೀಲ್ದಾರ್ ಎಂ.ಎನ್. ಬಿರಾದಾರ, ಶಿರಸ್ತೇದಾರ ಎಂ.ಸಿ.ಮಂಗಳಗುಡ್ಡಿ, ನಾಗರಾಜ ಗುಲೇದಗುಡ್ಡ, ಸ್ವಾತಿ ಶಾಂದಾನಿ, ಸುಧಾ ಆಲೂರು, ಎಂ.ಎಸ್. ಚಿನ್ನೂರ, ಸುಷ್ಮಾ ಭಾಗವತ, ಸುನಿಲ ಗುಂಡೂಳ್ಳದ, ದಯಾನಂದ ತೇರದಾಳ ಇದ್ದರು.	[1117, 1514, 1520, 1628]
student-figure	[485, 1656, 500, 1689]
student-figure	[81, 1656, 95, 1689]
student-figure	[84, 1623, 98, 1656]
quote-box-text: ಮನೆ, ಮಠ, ಜಗಲಿಗಳಲ್ಲಿ ಹಾಳಾಗುತ್ತಿದ್ದ ತಾಳೆಯೋಲೆಗಳನ್ನು ಹುಡುಕಿ ತಂದು, ವಚನಗಳನ್ನು ಮುದ್ರಿಸಿದವರು ಫ.ಗು ಹಳಕಟ್ಟಿ. ವಚನ ಸಾಹಿತ್ಯಕ್ಕೆ ಅವರು ನೀಡಿದ ಅಮೋಘ ಕೊಡುಗೆ ಎಂದೂ ಕಾರ್ಯಕ್ರಮದಲ್ಲಿ ಅವರಿಗೆ ಸಲ್ಲಿಸಿದ ಗೌರವ ಅನನ್ಯ.	[677, 330, 857, 463]
article-farmers-col3: ಜಮೀನನ್ನು ಈಗ ಕಿತ್ತುಕೊಳ್ಳುತ್ತಿದೆ. ಇದು ಯಾವ ನ್ಯಾಯ ಎಂದು ಪ್ರಶ್ನಿಸಿದ ಅವರು ಈ ಜಮೀನನ್ನೇ ನಂಬಿ ನೂರಾರು ಕುಟುಂಬಗಳು ಬದುಕು ಕಟ್ಟಿಕೊಂಡಿವೆ. ಈ ಭೂ ಸ್ವಾಧೀನದಿಂದ ಮತ್ತೆ ಅವರು ಬೀದಿಗೆ ಬೀಳುತ್ತಾರೆ. ಸರ್ಕಾರ ಕೊಡುವ ಬಿಡಿಗಾಸು ಪರಿಹಾರದಿಂದ ರೈತನಿಗೆ ಯಾವುದೇ ಪ್ರಯೋಜನವಾಗದು. ತಮ್ಮ ಜಮೀನನ್ನೆಲ್ಲ ಉದ್ಯಮಪತಿಗಳಿಗೆ ಇದ್ದ ರೈತ ಈಗ ಅದೇ ಜಮೀನನಲ್ಲಿ ಕೆಲಸಕ್ಕೆ ಹೋಗುವ ಪರಿಸ್ಥಿತಿ ನಿರ್ಮಾಣವಾಗುತ್ತದೆ. ಹಾಗಾಗಿ ಸರ್ಕಾರ ಭೂಸ್ವಾಧೀನ ಕ್ಕೆ ಬಿಡಬೇಕು ಎಂದು ಒತ್ತಾಯಿಸಿದ್ದಾರೆ. ಕರ್ನಾಟಕದ ರಾಜ್ಯಾಧ್ಯಕ್ಷ, ನಿರಾಶ್ರಿತ ಮಹಿಳಾ ಚಾಲಿಬೇಟಿ ಭಗತ್ ಅಧ್ಯಕ್ಷ ಜಯಲಕ್ಷ್ಮಿ, ಕರವೇ ಗೌರವಾಧ್ಯಕ್ಷರಾದ ಮಹಾ ಬಸವರಾಜು, ರೈತರಾದ ತಿಮ್ಮಯ್ಯ, ಮಟ್ಟಯ್ಯ, ನಿಂಗಪ್ಪ, ಕರಿಯಪ್ಪ, ಮಹಿಳಾ ಸಂಘಟನೆಯ ಮಹಾ, ಪೂರ್ಣಿಮಾ, ಗೋವಿಂದಮ್ಮ ಉಪಸ್ಥಿತರಿದ್ದರು.	[441, 432, 646, 784]
student-figure	[546, 1556, 561, 1589]
student-figure	[575, 1656, 589, 1689]
student-figure	[502, 1589, 516, 1622]
student-figure	[300, 1556, 315, 1589]
student-figure	[564, 1556, 578, 1589]
headline-drugs: ಮಾದಕ ವಸ್ತುಗಳ ಬಳಕೆಯಿಂದ ವಿದ್ಯಾರ್ಥಿಗಳು ತಮ್ಮ ಮುಂದಿನ ಭವಿಷ್ಯವನ್ನು ಹಾಳು ಮಾಡಿಕೊಳ್ಳುತ್ತಿದ್ದಾರೆ	[673, 775, 1516, 860]
column-divider	[658, 130, 660, 2365]
article-drugs-col2: ತಂದೆ ತಾಯಿ ನಿಮ್ಮ ಭವಿಷ್ಯಕ್ಕಾಗಿ ಬಿಸಿಲು ಗಾಳಿಯೆನ್ನದೆ ದುಡಿದು ನಿಮ್ಮನ್ನು ಓದಿಸುತ್ತಿದ್ದಾರೆ. ಅವರ ಕನಸನ್ನು ನನಸು ಮಾಡಬೇಕು ಎಂದರು. ಶಾಲೆಯ ಮುಖ್ಯಶಿಕ್ಷಕ ಹಾಗೂ ಶಿಕ್ಷಕರು ಮಾತನಾಡಿ, ಸಮಾಜದಲ್ಲಿ ಬೀಡಿ, ಸಿಗರೇಟ್, ಗುಟ್ಕಾ ಸೇವನೆಯಂತಹ ದುಶ್ಚಟಗಳು ಹೆಚ್ಚುತ್ತಿದ್ದು ಇದರಿಂದ ದೂರ ಇದ್ದು ಒಳ್ಳೆಯ ಸಂಸ್ಕಾರ ಬೆಳೆಸಿಕೊಳ್ಳಬೇಕು ಎಂದು ವಿದ್ಯಾರ್ಥಿಗಳಿಗೆ ತಿಳಿಸಿದರು. ಕಾರ್ಯಕ್ರಮದಲ್ಲಿ ಜಿಲ್ಲಾ ನಿರ್ದೇಶಕ ಮಲ್ಲಿಕಾರ್ಜುನ, ತಾಲ್ಲೂಕು ಯೋಜನಾಧಿಕಾರಿ, ಶಾಲೆಯ ಶಿಕ್ಷಕರು ಹಾಗೂ ವಿದ್ಯಾರ್ಥಿಗಳು ಉಪಸ್ಥಿತರಿದ್ದರು.	[1310, 885, 1523, 1099]
student-figure	[476, 1556, 491, 1589]
student-figure	[141, 1656, 155, 1689]
student-figure	[36, 1656, 50, 1689]
student-figure	[366, 1656, 380, 1689]
student-figure	[219, 1589, 233, 1622]
student-figure	[68, 1623, 82, 1656]
text-farmers-col1: ಬೆಂಗಳೂರಿನ ಸ್ವಾತಂತ್ರ್ಯ ಉದ್ಯಾನ (ಫ್ರೀಡಂ ಪಾರ್ಕ್)ದಲ್ಲಿ ನಡೆಯುತ್ತಿರುವ ದೇವನಹಳ್ಳಿ ರೈತರ ಭೂಸ್ವಾಧೀನ ವಿರುದ್ಧದ "ಭೂಮಿ ಸತ್ಯಾಗ್ರಹ" ಬೆಂಬಲಿಸಿ ಜುಲೈ ೪ ರಂದು ಹಮ್ಮಿಕೊಂಡಿರುವ ನಾಡ ಉಳಿಸಿ ಸಮಾವೇಶಕ್ಕೆ ಹಳಿಯಾಳ ಜಿಲ್ಲೆಯಿಂದ ಸಹಸ್ರಾರು ಸಂಖ್ಯೆಯಲ್ಲಿ ರೈತರು ಭಾಗವಹಿಸುವಂತೆ ರಾಜ್ಯ ರೈತ ಸಂಘದ ರಾಜ್ಯಾಧ್ಯಕ್ಷ ಹೊಸಹಳ್ಳಿ ಚಂದ್ರಣ್ಣ ಕರೆ ನೀಡಿದ್ದಾರೆ. ಈ ಸಂಬಂಧ ಹಳಿಯಾಳದಲ್ಲಿ ಬುಧವಾರ ಪತ್ರಕರ್ತರೊಂದಿಗೆ ನಡೆಸಿದ ಅವರು ವೈಮಾನಿಕ ಮತ್ತು ರಕ್ಷಣಾ ಪಾರ್ಕ್ ನಿರ್ಮಾಣಕ್ಕಾಗಿ, ಒಟ್ಟು ೧,೭೭೭ ಎಕರೆ ಭೂಸ್ವಾಧೀನಕ್ಕೆ ಕೆಐಎಡಿಬಿ ಮುಂದಾಗಿದೆ. ಇದರಲ್ಲಿ ೧,೦೮೧ ಎಕರೆ ಭೂಸ್ವಾಧೀನಕ್ಕೆ ರಾಜ್ಯ ಸರ್ಕಾರದ ಪ್ರಾಥಮಿಕ ಅಧಿಸೂಚನೆ ಹೊರಡಿಸಿದ್ದು ಸಾವಿರಾರು ಕುಟುಂಬಗಳು ಬೀದಿಗೆ ಬೀಳುವ ಪರಿಸ್ಥಿತಿ ನಿರ್ಮಾಣವಾಗಿದೆ ಎಂದರು. ಹೋರಾಟ ಬೆಂಬಲಿಸಿ ಬಹುಜನ ಸಮಾಜ ಪಕ್ಷ, ಸಿಪಿಐಎಂ, ಕರ್ನಾಟಕ ಪ್ರಾಂತ ರೈತ ಸಂಘ ಸೇರಿದಂತೆ ವಿವಿಧ ಸಂಘಟನೆಗಳು ಸಾಹಿತಿಗಳು, ಬುದ್ಧಿಜೀವಿಗಳು, ದಲಿತ ಸಂಘಟನೆಗಳು ಭಾಗವಹಿಸಲಿವೆ ಎಂದು ಅವರು ಹೇಳಿದರು.	[18, 204, 228, 596]
student-figure	[398, 1623, 412, 1656]
student-figure	[273, 1623, 287, 1656]
newspaper-logo-left	[18, 18, 385, 107]
date-kannada: ಗುರುವಾರ ೦೩ ಜುಲೈ ೨೦೨೫	[575, 24, 732, 43]
article-sslc-col3: ಕಲಿಯಬೇಕು ಹಾಗೂ ಉನ್ನತ ಸ್ಥಾನದಲ್ಲಿ ಇರಬೇಕು ಎಂದು ಪ್ರಾಚಾರ್ಯರು ಹೇಳಿದರು. ಹುನ್ನೂರ ಹೈಸ್ಕೂಲ್ ಎಸ್.ಎಸ್.ಎಲ್.ಸಿ ಅಧ್ಯಕ್ಷರಾದ ಸುರೇಶ ಹೊಸಮನಿ, ಶಿಕ್ಷಕ ಕಲ್ಲಪ್ಪ, ಶಿಕ್ಷಕ ಚೇತನ, ಶಿಕ್ಷಕ ಶ್ರೀಧರ, ಶಿಕ್ಷಕ ಮಹಾದೇವ, ಶಿಕ್ಷಕ ಸಂಜಯ, ಶಿಕ್ಷಕಿ ಸುಜಾತ, ಶಿಕ್ಷಕಿ ಗೀತಾ, ಶಿಕ್ಷಕಿ ಅರ್ಚನಾ ಹಾಗೂ ಹಳೆಯ ವಿದ್ಯಾರ್ಥಿಗಳು ಉಪಸ್ಥಿತರಿದ್ದರು.	[433, 1703, 646, 1837]
student-figure	[290, 1656, 305, 1689]
photo-patil-selection	[1123, 1722, 1517, 1873]
quote-box-literacy	[1310, 261, 1523, 604]
student-figure	[261, 1656, 275, 1689]
section-divider	[667, 1259, 1523, 1261]
student-figure	[535, 1589, 549, 1622]
photo-sslc-group	[24, 1467, 646, 1692]
section-divider	[18, 1348, 652, 1350]
student-figure	[395, 1656, 409, 1689]
student-figure	[414, 1623, 428, 1656]
student-figure	[201, 1656, 215, 1689]
